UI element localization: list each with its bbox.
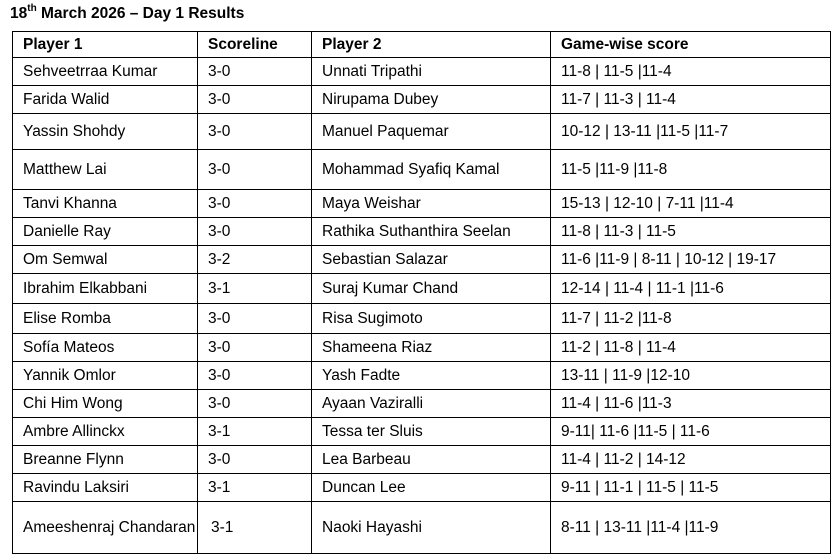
player-1-cell: Elise Romba bbox=[13, 304, 198, 334]
table-row bbox=[13, 390, 831, 418]
player-1-cell: Farida Walid bbox=[13, 86, 198, 114]
player-1-cell: Breanne Flynn bbox=[13, 446, 198, 474]
game-score-cell: 11-7 | 11-3 | 11-4 bbox=[551, 86, 831, 114]
scoreline-cell: 3-0 bbox=[198, 304, 312, 334]
player-2-cell: Shameena Riaz bbox=[312, 334, 551, 362]
scoreline-cell: 3-0 bbox=[198, 446, 312, 474]
table-row bbox=[13, 190, 831, 218]
scoreline-cell: 3-0 bbox=[198, 218, 312, 246]
player-1-cell: Om Semwal bbox=[13, 246, 198, 274]
game-score-cell: 11-2 | 11-8 | 11-4 bbox=[551, 334, 831, 362]
scoreline-cell: 3-0 bbox=[198, 114, 312, 150]
game-score-cell: 11-6 |11-9 | 8-11 | 10-12 | 19-17 bbox=[551, 246, 831, 274]
table-row bbox=[13, 418, 831, 446]
scoreline-cell: 3-0 bbox=[198, 390, 312, 418]
player-1-cell: Yannik Omlor bbox=[13, 362, 198, 390]
player-1-cell: Ibrahim Elkabbani bbox=[13, 274, 198, 304]
scoreline-cell: 3-1 bbox=[198, 274, 312, 304]
title-text: March 2026 – Day 1 Results bbox=[36, 5, 245, 22]
header-scoreline: Scoreline bbox=[198, 32, 312, 58]
player-1-cell: Tanvi Khanna bbox=[13, 190, 198, 218]
player-1-cell: Yassin Shohdy bbox=[13, 114, 198, 150]
table-row bbox=[13, 86, 831, 114]
header-player-1: Player 1 bbox=[13, 32, 198, 58]
player-2-cell: Yash Fadte bbox=[312, 362, 551, 390]
game-score-cell: 9-11 | 11-1 | 11-5 | 11-5 bbox=[551, 474, 831, 502]
scoreline-cell: 3-2 bbox=[198, 246, 312, 274]
game-score-cell: 12-14 | 11-4 | 11-1 |11-6 bbox=[551, 274, 831, 304]
player-1-cell: Sofía Mateos bbox=[13, 334, 198, 362]
table-row bbox=[13, 58, 831, 86]
results-table bbox=[12, 31, 831, 554]
game-score-cell: 11-4 | 11-2 | 14-12 bbox=[551, 446, 831, 474]
player-2-cell: Suraj Kumar Chand bbox=[312, 274, 551, 304]
player-2-cell: Rathika Suthanthira Seelan bbox=[312, 218, 551, 246]
player-2-cell: Manuel Paquemar bbox=[312, 114, 551, 150]
player-1-cell: Matthew Lai bbox=[13, 150, 198, 190]
game-score-cell: 11-5 |11-9 |11-8 bbox=[551, 150, 831, 190]
player-1-cell: Ameeshenraj Chandaran bbox=[13, 502, 198, 554]
game-score-cell: 9-11| 11-6 |11-5 | 11-6 bbox=[551, 418, 831, 446]
table-row bbox=[13, 446, 831, 474]
player-1-cell: Sehveetrraa Kumar bbox=[13, 58, 198, 86]
game-score-cell: 11-8 | 11-5 |11-4 bbox=[551, 58, 831, 86]
table-row bbox=[13, 246, 831, 274]
header-row bbox=[13, 32, 831, 58]
scoreline-cell: 3-1 bbox=[198, 418, 312, 446]
scoreline-cell: 3-0 bbox=[198, 58, 312, 86]
player-2-cell: Mohammad Syafiq Kamal bbox=[312, 150, 551, 190]
scoreline-cell: 3-0 bbox=[198, 334, 312, 362]
table-row bbox=[13, 304, 831, 334]
player-1-cell: Ravindu Laksiri bbox=[13, 474, 198, 502]
table-row bbox=[13, 502, 831, 554]
player-1-cell: Danielle Ray bbox=[13, 218, 198, 246]
player-2-cell: Naoki Hayashi bbox=[312, 502, 551, 554]
scoreline-cell: 3-0 bbox=[198, 362, 312, 390]
player-2-cell: Risa Sugimoto bbox=[312, 304, 551, 334]
title-day: 18 bbox=[10, 5, 28, 22]
game-score-cell: 10-12 | 13-11 |11-5 |11-7 bbox=[551, 114, 831, 150]
scoreline-cell: 3-1 bbox=[198, 502, 312, 554]
header-game-score: Game-wise score bbox=[551, 32, 831, 58]
scoreline-cell: 3-0 bbox=[198, 150, 312, 190]
table-row bbox=[13, 114, 831, 150]
header-player-2: Player 2 bbox=[312, 32, 551, 58]
page-title bbox=[10, 2, 245, 23]
table-row bbox=[13, 150, 831, 190]
player-2-cell: Sebastian Salazar bbox=[312, 246, 551, 274]
player-2-cell: Nirupama Dubey bbox=[312, 86, 551, 114]
table-row bbox=[13, 274, 831, 304]
game-score-cell: 15-13 | 12-10 | 7-11 |11-4 bbox=[551, 190, 831, 218]
game-score-cell: 11-8 | 11-3 | 11-5 bbox=[551, 218, 831, 246]
table-row bbox=[13, 474, 831, 502]
table-row bbox=[13, 218, 831, 246]
scoreline-cell: 3-1 bbox=[198, 474, 312, 502]
player-2-cell: Unnati Tripathi bbox=[312, 58, 551, 86]
player-1-cell: Chi Him Wong bbox=[13, 390, 198, 418]
player-2-cell: Ayaan Vaziralli bbox=[312, 390, 551, 418]
player-2-cell: Duncan Lee bbox=[312, 474, 551, 502]
player-2-cell: Tessa ter Sluis bbox=[312, 418, 551, 446]
game-score-cell: 13-11 | 11-9 |12-10 bbox=[551, 362, 831, 390]
scoreline-cell: 3-0 bbox=[198, 86, 312, 114]
player-2-cell: Lea Barbeau bbox=[312, 446, 551, 474]
player-2-cell: Maya Weishar bbox=[312, 190, 551, 218]
title-ordinal: th bbox=[27, 2, 37, 14]
player-1-cell: Ambre Allinckx bbox=[13, 418, 198, 446]
game-score-cell: 11-4 | 11-6 |11-3 bbox=[551, 390, 831, 418]
table-row bbox=[13, 362, 831, 390]
scoreline-cell: 3-0 bbox=[198, 190, 312, 218]
table-row bbox=[13, 334, 831, 362]
game-score-cell: 8-11 | 13-11 |11-4 |11-9 bbox=[551, 502, 831, 554]
game-score-cell: 11-7 | 11-2 |11-8 bbox=[551, 304, 831, 334]
